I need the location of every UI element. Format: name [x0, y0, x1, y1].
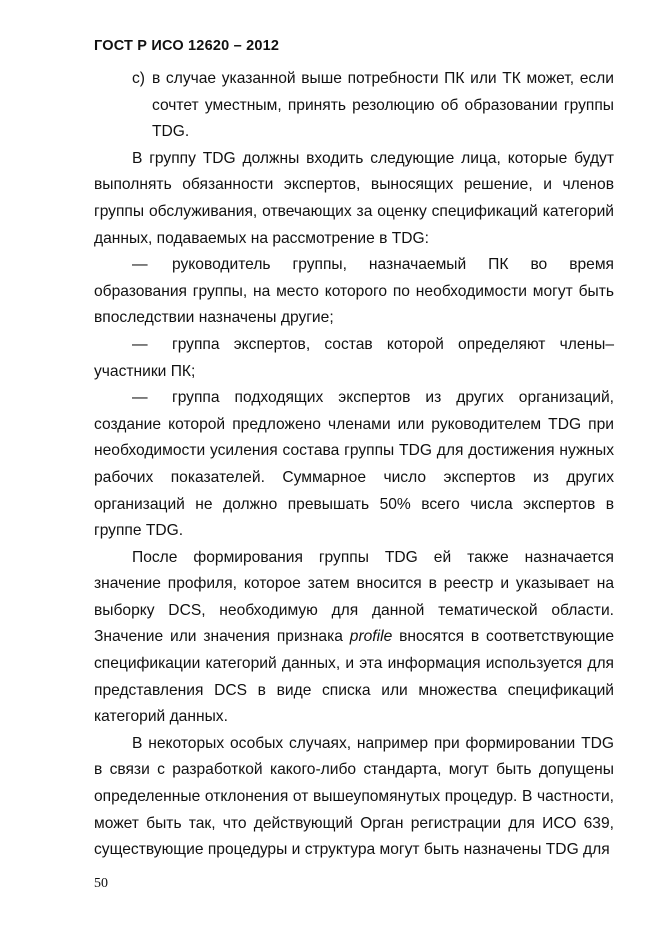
dash-item-text: группа экспертов, состав которой определяют члены–участники ПК;	[94, 335, 614, 380]
dash-marker: —	[132, 256, 148, 274]
list-item-label: c)	[132, 70, 145, 87]
profile-term: profile	[349, 628, 393, 646]
page-number: 50	[94, 876, 108, 891]
dash-item-leader	[94, 252, 614, 332]
paragraph-tdg-members: В группу TDG должны входить следующие лица, которые будут выполнять обязанности экспертов, выносящих решение, и членов группы обслуживания, отвечающих за оценку спецификаций категорий данных, подаваемых на рассмотрение в TDG:	[94, 149, 614, 247]
list-item-text: в случае указанной выше потребности ПК или ТК может, если сочтет уместным, принять резолюцию об образовании группы TDG.	[152, 70, 614, 141]
paragraph-special-cases: В некоторых особых случаях, например при формировании TDG в связи с разработкой какого-либо стандарта, могут быть допущены определенные отклонения от вышеупомянутых процедур. В частности, может быть так, что действующий Орган регистрации для ИСО 639, существующие процедуры и структура могут быть назначены TDG для	[94, 734, 614, 859]
dash-item-text: группа подходящих экспертов из других организаций, создание которой предложено членами или руководителем TDG при необходимости усиления состава группы TDG для достижения нужных рабочих показателей. Суммарное число экспертов из других организаций не должно превышать 50% всего числа экспертов в группе TDG.	[94, 389, 614, 540]
list-item-c	[94, 66, 614, 146]
dash-marker: —	[132, 335, 148, 353]
dash-item-external-experts	[94, 385, 614, 545]
document-header: ГОСТ Р ИСО 12620 – 2012	[94, 38, 280, 54]
document-body	[94, 66, 614, 864]
dash-item-text: руководитель группы, назначаемый ПК во время образования группы, на место которого по необходимости могут быть впоследствии назначены другие;	[94, 256, 614, 327]
paragraph-profile	[94, 545, 614, 731]
paragraph-text: После формирования группы TDG ей также назначается значение профиля, которое затем вносится в реестр и указывает на выборку DCS, необходимую для данной тематической области. Значение или значения признака	[94, 548, 614, 646]
dash-marker: —	[132, 389, 148, 407]
paragraph-text: вносятся в соответствующие спецификации категорий данных, и эта информация используется для представления DCS в виде списка или множества спецификаций категорий данных.	[94, 628, 614, 726]
dash-item-experts	[94, 332, 614, 385]
